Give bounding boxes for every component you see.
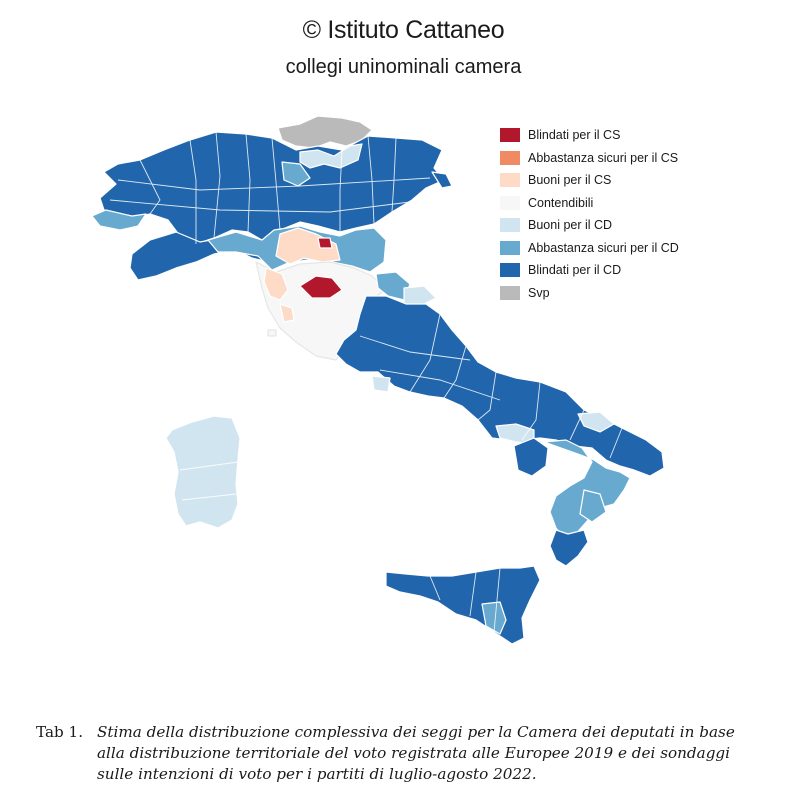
legend-label: Svp	[528, 285, 550, 300]
map-legend	[500, 124, 679, 304]
legend-label: Blindati per il CS	[528, 128, 621, 142]
legend-label: Buoni per il CS	[528, 173, 612, 187]
legend-item	[500, 169, 679, 191]
legend-item	[500, 259, 679, 281]
legend-item	[500, 237, 679, 259]
legend-label: Blindati per il CD	[528, 263, 622, 277]
caption-number: Tab 1.	[36, 723, 84, 741]
region-calabria-cd	[550, 530, 588, 566]
table-caption	[36, 722, 756, 785]
region-sardinia	[166, 416, 240, 528]
legend-swatch	[500, 263, 520, 277]
region-lazio-light	[372, 376, 390, 392]
legend-label: Abbastanza sicuri per il CD	[528, 240, 679, 255]
legend-swatch	[500, 286, 520, 300]
region-bologna-cs	[318, 238, 332, 248]
map-title: © Istituto Cattaneo	[302, 16, 505, 44]
region-sicily	[386, 566, 540, 644]
legend-swatch	[500, 218, 520, 232]
caption-text: Stima della distribuzione complessiva dei seggi per la Camera dei deputati in base alla distribuzione territoriale del voto registrata alle Europee 2019 e dei sondaggi sulle intenzioni di voto per i partiti di luglio-agosto 2022.	[97, 723, 735, 783]
map-subtitle: collegi uninominali camera	[285, 56, 522, 78]
region-north-cd-blindati	[100, 132, 444, 244]
legend-label: Abbastanza sicuri per il CS	[528, 150, 679, 165]
region-elba	[268, 330, 276, 336]
legend-swatch	[500, 196, 520, 210]
legend-label: Buoni per il CD	[528, 218, 613, 232]
legend-item	[500, 192, 679, 214]
region-marche-light	[404, 286, 436, 306]
legend-swatch	[500, 128, 520, 142]
legend-item	[500, 124, 679, 146]
legend-item	[500, 282, 679, 304]
legend-swatch	[500, 151, 520, 165]
legend-item	[500, 214, 679, 236]
legend-swatch	[500, 241, 520, 255]
legend-swatch	[500, 173, 520, 187]
legend-item	[500, 147, 679, 169]
legend-label: Contendibili	[528, 195, 594, 210]
region-campania-cd	[514, 438, 548, 476]
